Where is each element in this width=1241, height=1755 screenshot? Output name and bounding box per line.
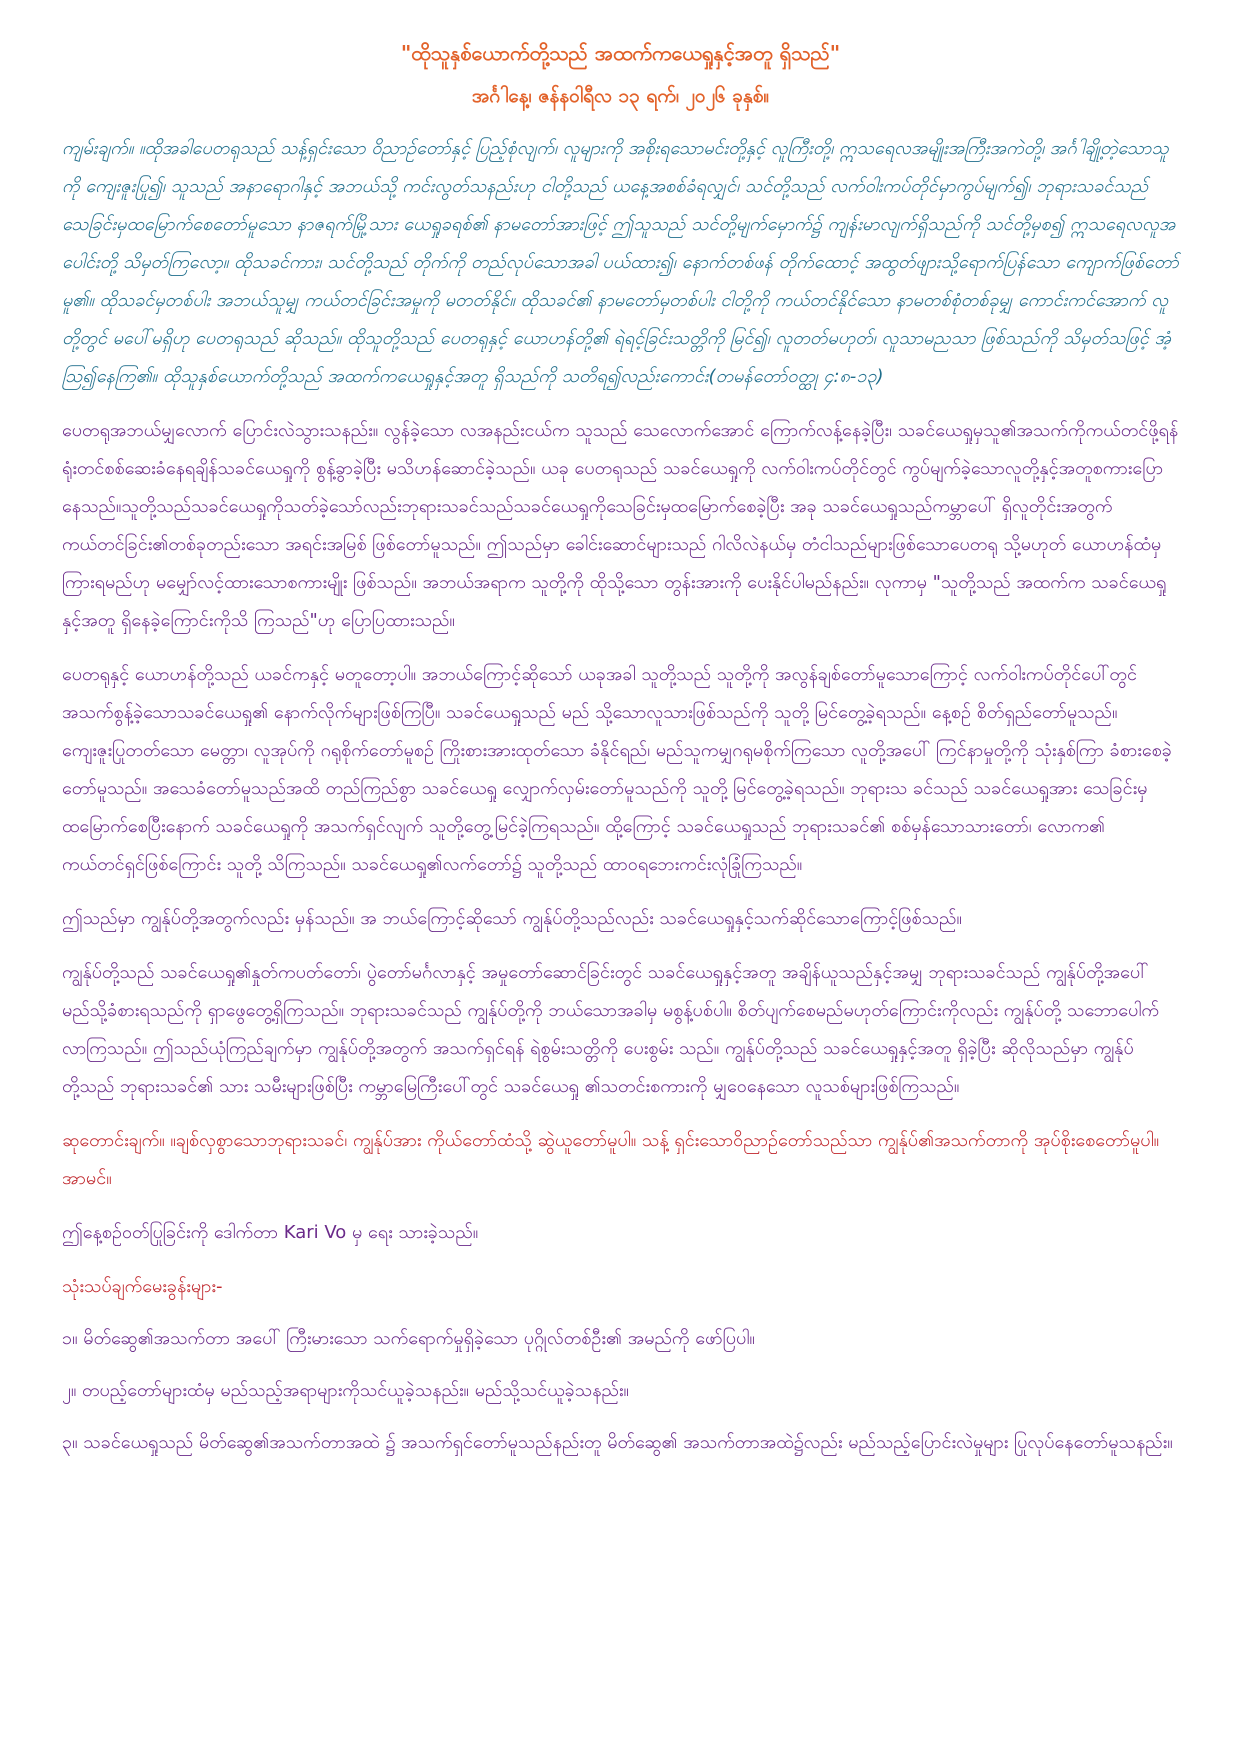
- devotional-page: [62, 38, 1179, 1476]
- body-paragraph-3: ဤသည်မှာ ကျွန်ုပ်တို့အတွက်လည်း မှန်သည်။ အ ဘယ်ကြောင့်ဆိုသော် ကျွန်ုပ်တို့သည်လည်း သခင်ယေရှုနှင့်သက်ဆိုင်သောကြောင့်ဖြစ်သည်။: [62, 908, 962, 929]
- devotional-date: အင်္ဂါနေ့၊ ဇန်နဝါရီလ ၁၃ ရက်၊ ၂၀၂၆ ခုနှစ်။: [471, 85, 770, 107]
- questions-heading: သုံးသပ်ချက်မေးခွန်းများ-: [62, 1276, 223, 1297]
- body-paragraph-4: ကျွန်ုပ်တို့သည် သခင်ယေရှု၏နှုတ်ကပတ်တော်၊ ပွဲတော်မင်္ဂလာနှင့် အမှုတော်ဆောင်ခြင်းတွင် သခင်ယေရှုနှင့်အတူ အချိန်ယူသည်နှင့်အမျှ ဘုရားသခင်သည် ကျွန်ုပ်တို့အပေါ် မည်သို့ခံစားရသည်ကို ရှာဖွေတွေ့ရှိကြသည်။ ဘုရားသခင်သည် ကျွန်ုပ်တို့ကို ဘယ်သောအခါမှ မစွန့်ပစ်ပါ။ စိတ်ပျက်စေမည်မဟုတ်ကြောင်းကိုလည်း ကျွန်ုပ်တို့ သဘောပေါက်လာကြသည်။ ဤသည်ယုံကြည်ချက်မှာ ကျွန်ုပ်တို့အတွက် အသက်ရှင်ရန် ရဲစွမ်းသတ္တိကို ပေးစွမ်း သည်။ ကျွန်ုပ်တို့သည် သခင်ယေရှုနှင့်အတူ ရှိခဲ့ပြီး ဆိုလိုသည်မှာ ကျွန်ုပ်တို့သည် ဘုရားသခင်၏ သား သမီးများဖြစ်ပြီး ကမ္ဘာမြေကြီးပေါ်တွင် သခင်ယေရှု ၏သတင်းစကားကို မျှဝေနေသော လူသစ်များဖြစ်ကြသည်။: [62, 962, 1160, 1097]
- prayer-text: ဆုတောင်းချက်။ ။ချစ်လှစွာသောဘုရားသခင်၊ ကျွန်ုပ်အား ကိုယ်တော်ထံသို့ ဆွဲယူတော်မူပါ။ သန့် ရှင်းသောဝိညာဉ်တော်သည်သာ ကျွန်ုပ်၏အသက်တာကို အုပ်စိုးစေတော်မူပါ။ အာမင်။: [62, 1130, 1160, 1189]
- author-credit: ဤနေ့စဉ်ဝတ်ပြုခြင်းကို ဒေါက်တာ Kari Vo မှ ရေး သားခဲ့သည်။: [62, 1222, 479, 1243]
- question-item-2: ၂။ တပည့်တော်များထံမှ မည်သည့်အရာများကိုသင်ယူခဲ့သနည်း။ မည်သို့သင်ယူခဲ့သနည်း။: [62, 1380, 629, 1401]
- body-paragraph-2: ပေတရုနှင့် ယောဟန်တို့သည် ယခင်ကနှင့် မတူတော့ပါ။ အဘယ်ကြောင့်ဆိုသော် ယခုအခါ သူတို့သည် သူတို့ကို အလွန်ချစ်တော်မူသောကြောင့် လက်ဝါးကပ်တိုင်ပေါ်တွင် အသက်စွန့်ခဲ့သောသခင်ယေရှု၏ နောက်လိုက်များဖြစ်ကြပြီ။ သခင်ယေရှုသည် မည် သို့သောလူသားဖြစ်သည်ကို သူတို့ မြင်တွေ့ခဲ့ရသည်။ နေ့စဉ် စိတ်ရှည်တော်မူသည်။ ကျေးဇူးပြုတတ်သော မေတ္တာ၊ လူအုပ်ကို ဂရုစိုက်တော်မူစဉ် ကြိုးစားအားထုတ်သော ခံနိုင်ရည်၊ မည်သူကမျှဂရုမစိုက်ကြသော လူတို့အပေါ် ကြင်နာမှုတို့ကို သုံးနှစ်ကြာ ခံစားစေခဲ့တော်မူသည်။ အသေခံတော်မူသည်အထိ တည်ကြည်စွာ သခင်ယေရှု လျှောက်လှမ်းတော်မူသည်ကို သူတို့ မြင်တွေ့ခဲ့ရသည်။ ဘုရားသ ခင်သည် သခင်ယေရှုအား သေခြင်းမှ ထမြောက်စေပြီးနောက် သခင်ယေရှုကို အသက်ရှင်လျက် သူတို့တွေ့မြင်ခဲ့ကြရသည်။ ထို့ကြောင့် သခင်ယေရှုသည် ဘုရားသခင်၏ စစ်မှန်သောသားတော်၊ လောက၏ ကယ်တင်ရှင်ဖြစ်ကြောင်း သူတို့ သိကြသည်။ သခင်ယေရှု၏လက်တော်၌ သူတို့သည် ထာဝရဘေးကင်းလုံခြုံကြသည်။: [62, 664, 1172, 875]
- question-item-3: ၃။ သခင်ယေရှုသည် မိတ်ဆွေ၏အသက်တာအထဲ ၌ အသက်ရှင်တော်မူသည်နည်းတူ မိတ်ဆွေ၏ အသက်တာအထဲ၌လည်း မည်သည့်ပြောင်းလဲမှုများ ပြုလုပ်နေတော်မူသနည်း။: [62, 1432, 1173, 1453]
- question-item-1: ၁။ မိတ်ဆွေ၏အသက်တာ အပေါ် ကြီးမားသော သက်ရောက်မှုရှိခဲ့သော ပုဂ္ဂိုလ်တစ်ဦး၏ အမည်ကို ဖော်ပြပါ။: [62, 1328, 755, 1349]
- body-paragraph-1: ပေတရုအဘယ်မျှလောက် ပြောင်းလဲသွားသနည်း။ လွန်ခဲ့သော လအနည်းငယ်က သူသည် သေလောက်အောင် ကြောက်လန့်နေခဲ့ပြီး၊ သခင်ယေရှုမှသူ၏အသက်ကိုကယ်တင်ဖို့ရန် ရုံးတင်စစ်ဆေးခံနေရချိန်သခင်ယေရှုကို စွန့်ခွာခဲ့ပြီး မသိဟန်ဆောင်ခဲ့သည်။ ယခု ပေတရုသည် သခင်ယေရှုကို လက်ဝါးကပ်တိုင်တွင် ကွပ်မျက်ခဲ့သောလူတို့နှင့်အတူစကားပြောနေသည်။သူတို့သည်သခင်ယေရှုကိုသတ်ခဲ့သော်လည်းဘုရားသခင်သည်သခင်ယေရှုကိုသေခြင်းမှထမြောက်စေခဲ့ပြီး အခု သခင်ယေရှုသည်ကမ္ဘာပေါ် ရှိလူတိုင်းအတွက် ကယ်တင်ခြင်း၏တစ်ခုတည်းသော အရင်းအမြစ် ဖြစ်တော်မူသည်။ ဤသည်မှာ ခေါင်းဆောင်များသည် ဂါလိလဲနယ်မှ တံငါသည်များဖြစ်သောပေတရု သို့မဟုတ် ယောဟန်ထံမှ ကြားရမည်ဟု မမျှော်လင့်ထားသောစကားမျိုး ဖြစ်သည်။ အဘယ်အရာက သူတို့ကို ထိုသို့သော တွန်းအားကို ပေးနိုင်ပါမည်နည်း။ လုကာမှ "သူတို့သည် အထက်က သခင်ယေရှုနှင့်အတူ ရှိနေခဲ့ကြောင်းကိုသိ ကြသည်"ဟု ပြောပြထားသည်။: [62, 420, 1179, 631]
- devotional-title: "ထိုသူနှစ်ယောက်တို့သည် အထက်ကယေရှုနှင့်အတူ ရှိသည်": [400, 41, 841, 65]
- scripture-passage: ကျမ်းချက်။ ။ထိုအခါပေတရုသည် သန့်ရှင်းသော ဝိညာဉ်တော်နှင့် ပြည့်စုံလျက်၊ လူများကို အစိုးရသောမင်းတို့နှင့် လူကြီးတို့၊ ဣသရေလအမျိုးအကြီးအကဲတို့၊ အင်္ဂါချို့တဲ့သောသူကို ကျေးဇူးပြု၍၊ သူသည် အနာရောဂါနှင့် အဘယ်သို့ ကင်းလွတ်သနည်းဟု ငါတို့သည် ယနေ့အစစ်ခံရလျှင်၊ သင်တို့သည် လက်ဝါးကပ်တိုင်မှာကွပ်မျက်၍၊ ဘုရားသခင်သည် သေခြင်းမှထမြောက်စေတော်မူသော နာဇရက်မြို့သား ယေရှုခရစ်၏ နာမတော်အားဖြင့် ဤသူသည် သင်တို့မျက်မှောက်၌ ကျန်းမာလျက်ရှိသည်ကို သင်တို့မှစ၍ ဣသရေလလူအပေါင်းတို့ သိမှတ်ကြလော့။ ထိုသခင်ကား၊ သင်တို့သည် တိုက်ကို တည်လုပ်သောအခါ ပယ်ထား၍၊ နောက်တစ်ဖန် တိုက်ထောင့် အထွတ်ဖျားသို့ရောက်ပြန်သော ကျောက်ဖြစ်တော်မူ၏။ ထိုသခင်မှတစ်ပါး အဘယ်သူမျှ ကယ်တင်ခြင်းအမှုကို မတတ်နိုင်။ ထိုသခင်၏ နာမတော်မှတစ်ပါး ငါတို့ကို ကယ်တင်နိုင်သော နာမတစ်စုံတစ်ခုမျှ ကောင်းကင်အောက် လူတို့တွင် မပေါ်မရှိဟု ပေတရုသည် ဆိုသည်။ ထိုသူတို့သည် ပေတရုနှင့် ယောဟန်တို့၏ ရဲရင့်ခြင်းသတ္တိကို မြင်၍၊ လူတတ်မဟုတ်၊ လူသာမညသာ ဖြစ်သည်ကို သိမှတ်သဖြင့် အံ့သြ၍နေကြ၏။ ထိုသူနှစ်ယောက်တို့သည် အထက်ကယေရှုနှင့်အတူ ရှိသည်ကို သတိရ၍လည်းကောင်း(တမန်တော်ဝတ္ထု ၄:၈-၁၃): [62, 138, 1179, 387]
